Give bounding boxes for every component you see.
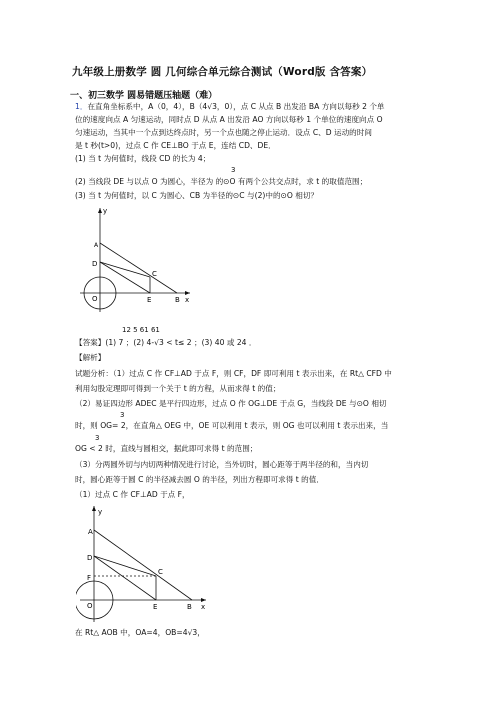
y-axis-arrow [92,506,96,511]
analysis-line: （3）分两圆外切与内切两种情况进行讨论，当外切时，圆心距等于两半径的和，当内切 [75,460,369,469]
label-x: x [201,603,206,611]
label-x: x [185,296,190,304]
answer-label: 【答案】 [75,338,106,347]
segment-ab [94,530,192,600]
question-line: 是 t 秒(t>0)，过点 C 作 CE⊥BO 于点 E，连结 CD、DE． [75,141,276,150]
label-d: D [87,554,93,562]
doc-title: 九年级上册数学 圆 几何综合单元综合测试（Word版 含答案） [72,66,373,78]
analysis-line: 时，则 OG= 2，在直角△ OEG 中，OE 可以利用 t 表示，则 OG 也可以利用 t 表示出来，当 [75,421,389,430]
label-a: A [94,242,99,249]
geometry-figure-1 [76,204,194,316]
question-part-1: (1) 当 t 为何值时，线段 CD 的长为 4； [75,154,211,163]
analysis-line: （1）过点 C 作 CF⊥AD 于点 F， [75,490,190,499]
segment-dc [94,556,156,576]
question-number: 1． [75,102,88,111]
label-b: B [175,296,180,304]
label-a: A [88,528,93,536]
answer-line [75,338,257,348]
analysis-line: 利用勾股定理即可得到一个关于 t 的方程，从而求得 t 的值； [75,384,281,393]
label-c: C [152,270,157,278]
answer-text: (1) 7 ；(2) 4-√3 < t≤ 2 ；(3) 40 或 24 ． [105,338,257,347]
question-line: 1．在直角坐标系中，A（0，4），B（4√3，0），点 C 从点 B 出发沿 BA 方向以每秒 2 个单 [75,102,385,111]
analysis-line: 试题分析：（1）过点 C 作 CF⊥AD 于点 F，则 CF，DF 即可利用 t 表示出来，在 Rt△ CFD 中 [75,369,392,378]
fraction-numerator: 3 [120,411,125,419]
label-f: F [87,574,92,582]
geometry-figure-2 [76,502,210,626]
label-y: y [98,508,103,516]
question-line: 位的速度向点 A 匀速运动，同时点 D 从点 A 出发沿 AO 方向以每秒 1 个单位的速度向点 O [75,115,383,124]
section-heading: 一、初三数学 圆易错题压轴题（难） [70,91,218,101]
analysis-line: 时，圆心距等于圆 C 的半径减去圆 O 的半径，列出方程即可求得 t 的值． [75,475,324,484]
analysis-line: （2）易证四边形 ADEC 是平行四边形，过点 O 作 OG⊥DE 于点 G，当线段 DE 与⊙O 相切 [75,399,387,408]
label-d: D [92,260,98,268]
question-part-3: (3) 当 t 为何值时，以 C 为圆心、CB 为半径的⊙C 与(2)中的⊙O 相切？ [75,191,319,200]
analysis-line: OG < 2 时，直线与圆相交，据此即可求得 t 的范围； [75,444,258,453]
label-c: C [158,568,163,576]
segment-dc [100,262,150,277]
label-e: E [153,603,158,611]
label-o: O [92,295,98,303]
question-part-2: (2) 当线段 DE 与以点 O 为圆心，半径为 的⊙O 有两个公共交点时，求 t 的取值范围； [75,177,368,186]
analysis-line: 在 Rt△ AOB 中，OA=4，OB=4√3， [75,628,205,637]
answer-numerators: 12 5 61 61 [122,326,160,334]
label-b: B [187,603,192,611]
segment-de [94,556,156,600]
label-e: E [147,296,152,304]
fraction-numerator: 3 [231,166,236,174]
y-axis-arrow [98,208,102,213]
question-line: 匀速运动，当其中一个点到达终点时，另一个点也随之停止运动．设点 C、D 运动的时间 [75,128,372,137]
label-o: O [87,602,93,610]
x-axis-arrow [201,598,206,602]
x-axis-arrow [185,291,190,295]
segment-de [100,262,150,293]
fraction-numerator: 3 [95,434,100,442]
analysis-label: 【解析】 [75,353,106,362]
label-y: y [103,207,108,215]
